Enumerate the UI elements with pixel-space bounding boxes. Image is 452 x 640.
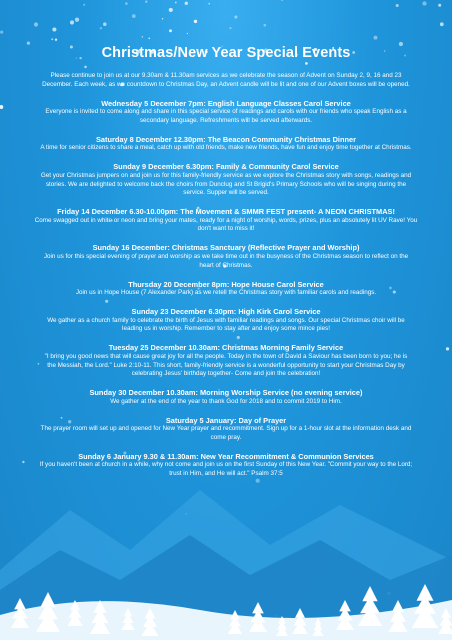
- event-card: [0, 388, 452, 406]
- event-heading: Sunday 23 December 6.30pm: High Kirk Carol Service: [131, 307, 321, 317]
- event-description: Everyone is invited to come along and share in this special service of readings and carols with our friends who speak English as a secondary language. Refreshments will be served afterwards.: [45, 108, 407, 124]
- event-card: [0, 452, 452, 479]
- event-heading: Sunday 9 December 6.30pm: Family & Community Carol Service: [113, 162, 339, 172]
- event-description: Come swagged out in white or neon and bring your mates, ready for a night of worship, words, prizes, plus an absolutely lit UV Rave! You don't want to miss it!: [34, 216, 418, 233]
- event-heading: Sunday 6 January 9.30 & 11.30am: New Year Recommitment & Communion Services: [78, 451, 374, 461]
- event-heading: Wednesday 5 December 7pm: English Language Classes Carol Service: [101, 98, 351, 108]
- event-description: A time for senior citizens to share a meal, catch up with old friends, make new friends, have fun and enjoy time together at Christmas.: [40, 144, 412, 152]
- event-card: [0, 99, 452, 126]
- event-card: [0, 307, 452, 334]
- event-description: Join us for this special evening of prayer and worship as we take time out in the busyness of the Christmas season to reflect on the heart of Christmas.: [43, 252, 409, 269]
- event-description: The prayer room will set up and opened for New Year prayer and recommitment. Sign up for a 1-hour slot at the information desk and come pray.: [40, 425, 412, 441]
- event-description: Join us in Hope House (7 Alexander Park) as we retell the Christmas story with familiar carols and readings.: [75, 289, 377, 297]
- event-description: We gather at the end of the year to thank God for 2018 and to commit 2019 to Him.: [110, 397, 342, 405]
- event-heading: Thursday 20 December 8pm: Hope House Carol Service: [128, 279, 324, 289]
- event-description: We gather as a church family to celebrate the birth of Jesus with familiar readings and songs. Our special Christmas choir will be leading us in worship. Remember to stay after and enjoy some mince pies!: [47, 316, 405, 333]
- event-card: [0, 343, 452, 378]
- event-heading: Sunday 16 December: Christmas Sanctuary (Reflective Prayer and Worship): [92, 243, 360, 253]
- event-heading: Friday 14 December 6.30-10.00pm: The Movement & SMMR FEST present- A NEON CHRISTMAS!: [57, 207, 395, 217]
- event-description: "I bring you good news that will cause great joy for all the people. Today in the town of David a Saviour has been born to you; he is the Messiah, the Lord." Luke 2:10-11. This short, family-friendly service is a wonderful opportunity to start your Christmas Day by celebrating Jesus' birthday together- Come and join the celebration!: [44, 352, 408, 378]
- page-title: Christmas/New Year Special Events: [101, 45, 351, 61]
- event-description: If you haven't been at church in a while, why not come and join us on the first Sunday of this New Year. "Commit your way to the Lord; trust in Him, and He will act." Psalm 37:5: [39, 461, 413, 478]
- event-heading: Sunday 30 December 10.30am: Morning Worship Service (no evening service): [89, 388, 363, 398]
- intro-text: Please continue to join us at our 9.30am & 11.30am services as we celebrate the season of Advent on Sunday 2, 9, 16 and 23 December. Each week, as we countdown to Christmas Day, an Advent candle will be lit and one of our Advent boxes will be opened.: [42, 72, 410, 88]
- event-card: [0, 416, 452, 443]
- event-card: [0, 135, 452, 153]
- event-heading: Saturday 5 January: Day of Prayer: [165, 415, 287, 425]
- event-heading: Tuesday 25 December 10.30am: Christmas Morning Family Service: [108, 343, 344, 353]
- event-card: [0, 280, 452, 298]
- event-card: [0, 243, 452, 270]
- event-description: Get your Christmas jumpers on and join us for this family-friendly service as we explore the Christmas story with songs, readings and stories. We are delighted to welcome back the choirs from Dunclug and St Brigid's Primary Schools who will be singing during the service. Supper will be served.: [40, 171, 412, 197]
- event-heading: Saturday 8 December 12.30pm: The Beacon Community Christmas Dinner: [96, 134, 356, 144]
- event-card: [0, 162, 452, 197]
- event-card: [0, 207, 452, 234]
